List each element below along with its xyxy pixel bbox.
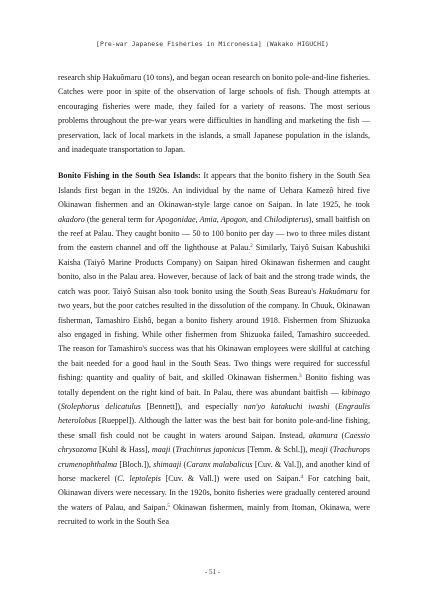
text-run: [Temm. & Schl.]), (244, 445, 310, 455)
text-run: Bonito fishing was totally dependent on the right kind of bait. In Palau, there was abundant baitfish — (58, 373, 370, 397)
taxon-trachurops: Trachurops crumenophthalma (58, 445, 370, 469)
taxon-stolephorus: Stolephorus delicatulus (60, 401, 141, 411)
text-run: ( (170, 445, 176, 455)
taxon-trachinrus: Trachinrus japonicus (175, 445, 245, 455)
footnote-ref-4: 4 (300, 474, 304, 480)
taxon-c-leptolepis: C. leptolepis (117, 473, 161, 483)
term-meaji: meaji (309, 445, 328, 455)
text-run: [Cuv. & Vall.]) were used on Saipan. (160, 473, 301, 483)
ship-name-hakuomaru: Hakuômaru (318, 286, 358, 296)
text-run: Okinawan fishermen, mainly from Itoman, Okinawa, were recruited to work in the South Sea (58, 502, 371, 527)
paragraph-gap (58, 157, 370, 169)
footnote-ref-3: 3 (299, 374, 302, 380)
term-kibinago: kibinago (341, 387, 370, 397)
text-run: Similarly, Taiyô Suisan Kabushiki Kaisha (Taiyô Marine Products Company) on Saipan hired Okinawan fishermen and caught bonito, also in the Palau area. However, because of lack of bait and the strong trade winds, the catch was poor. Taiyô Suisan also took bonito using the South Seas Bureau's (58, 243, 370, 296)
text-run: and (248, 214, 265, 224)
term-akamura: akamura (308, 430, 338, 440)
text-run: ( (327, 445, 333, 455)
body-text (58, 71, 370, 530)
term-maaji: maaji (151, 445, 171, 455)
text-run: [Bennett]), and especially (140, 401, 244, 411)
text-run: (the general term for (84, 214, 157, 224)
paragraph-continuation: research ship Hakuômaru (10 tons), and began ocean research on bonito pole-and-line fisheries. Catches were poor in spite of the observation of large schools of fish. Though attempts at encouraging fisheries were made, they failed for a variety of reasons. The most serious problems throughout the pre-war years were difficulties in handling and marketing the fish — preservation, lack of local markets in the islands, a small Japanese population in the islands, and inadequate transportation to Japan. (58, 73, 370, 155)
taxon-apogonidae: Apogonidae, Amia, Apogon, (156, 214, 249, 224)
term-shimaaji: shimaaji (153, 459, 182, 469)
page-number: - 51 - (204, 568, 221, 576)
text-run: [Bloch.]), (117, 459, 154, 469)
text-run: for two years, but the poor catches resulted in the dissolution of the company. In Chuuk, Okinawan fisherman, Tamashiro Eishô, began a bonito fishery around 1918. Fishermen from Shizuoka also engaged in fishing. While other fishermen from Shizuoka failed, Tamashiro succeeded. The reason for Tamashiro's success was that his Okinawan employees were skillful at catching the bait needed for a good haul in the South Seas. Two things were required for successful fishing: quantity and quality of bait, and skilled Okinawan fishermen. (58, 286, 370, 383)
text-run: ( (337, 430, 345, 440)
text-run: [Kuhl & Hass], (96, 445, 152, 455)
paragraph-bonito-fishing (58, 169, 370, 529)
section-heading: Bonito Fishing in the South Sea Islands: (58, 171, 201, 181)
text-run: [Cuv. & Val.]), and another kind of horse mackerel ( (58, 459, 370, 483)
taxon-engraulis: Engraulis heterolobus (58, 401, 370, 426)
text-run: It appears that the bonito fishery in the South Sea Islands first began in the 1920s. An individual by the name of Uehara Kamezô hired five Okinawan fishermen and an Okinawan-style large canoe on Saipan. In late 1925, he took (58, 171, 370, 210)
term-akadoro: akadoro (58, 214, 85, 224)
taxon-chilodipterus: Chilodipterus (264, 214, 309, 224)
running-head: [Pre-war Japanese Fisheries in Micronesia] (Wakako HIGUCHI) (96, 40, 329, 48)
text-run: ( (58, 401, 61, 411)
text-run: ( (329, 401, 338, 411)
text-run: ), small baitfish on the reef at Palau. They caught bonito — 50 to 100 bonito per day — two to three miles distant from the eastern channel and off the lighthouse at Palau. (58, 214, 370, 253)
text-run: ( (181, 459, 187, 469)
text-run: [Rueppel]). Although the latter was the best bait for bonito pole-and-line fishing, these small fish could not be caught in waters around Saipan. Instead, (58, 416, 370, 440)
footnote-ref-2: 2 (250, 244, 253, 250)
taxon-caessio: Caessio chrysozoma (58, 430, 370, 455)
footnote-ref-5: 5 (167, 503, 170, 509)
text-run: For catching bait, Okinawan divers were necessary. In the 1920s, bonito fisheries were gradually centered around the waters of Palau, and Saipan. (58, 473, 370, 512)
term-nanyo-katakuchi-iwashi: nan'yo katakuchi iwashi (243, 401, 330, 411)
taxon-caranx: Caranx malabalicus (186, 459, 253, 469)
